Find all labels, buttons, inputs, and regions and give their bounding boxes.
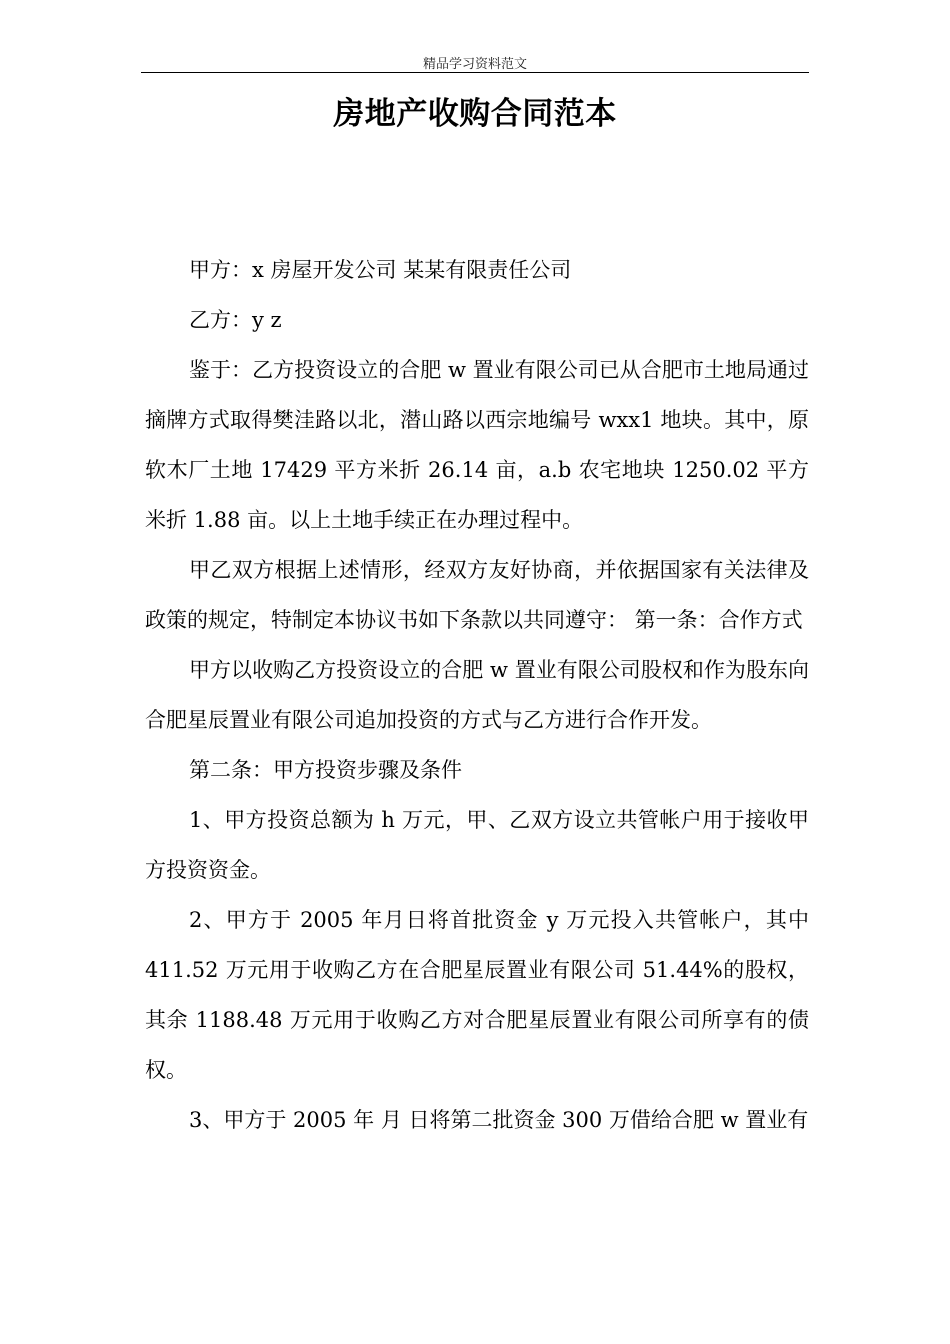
document-body — [145, 245, 809, 1145]
header-divider — [141, 72, 809, 73]
recital-paragraph: 鉴于：乙方投资设立的合肥 w 置业有限公司已从合肥市土地局通过摘牌方式取得樊洼路以北，潜山路以西宗地编号 wxx1 地块。其中，原软木厂土地 17429 平方米折 26.14 亩，a.b 农宅地块 1250.02 平方米折 1.88 亩。以上土地手续正在办理过程中。 — [145, 358, 809, 532]
agreement-paragraph: 甲乙双方根据上述情形，经双方友好协商，并依据国家有关法律及政策的规定，特制定本协议书如下条款以共同遵守： 第一条：合作方式 — [145, 558, 809, 632]
clause-1: 1、甲方投资总额为 h 万元，甲、乙双方设立共管帐户用于接收甲方投资资金。 — [145, 808, 809, 882]
party-a-line: 甲方：x 房屋开发公司 某某有限责任公司 — [189, 258, 572, 282]
clause-3: 3、甲方于 2005 年 月 日将第二批资金 300 万借给合肥 w 置业有 — [189, 1108, 809, 1132]
article-two-heading: 第二条：甲方投资步骤及条件 — [189, 758, 462, 782]
clause-2: 2、甲方于 2005 年月日将首批资金 y 万元投入共管帐户，其中 411.52 万元用于收购乙方在合肥星辰置业有限公司 51.44%的股权，其余 1188.48 万元用于收购乙方对合肥星辰置业有限公司所享有的债权。 — [145, 908, 809, 1082]
party-b-line: 乙方：y z — [189, 308, 282, 332]
page-header: 精品学习资料范文 — [422, 57, 527, 72]
cooperation-paragraph: 甲方以收购乙方投资设立的合肥 w 置业有限公司股权和作为股东向合肥星辰置业有限公司追加投资的方式与乙方进行合作开发。 — [145, 658, 809, 732]
document-title: 房地产收购合同范本 — [333, 96, 617, 132]
